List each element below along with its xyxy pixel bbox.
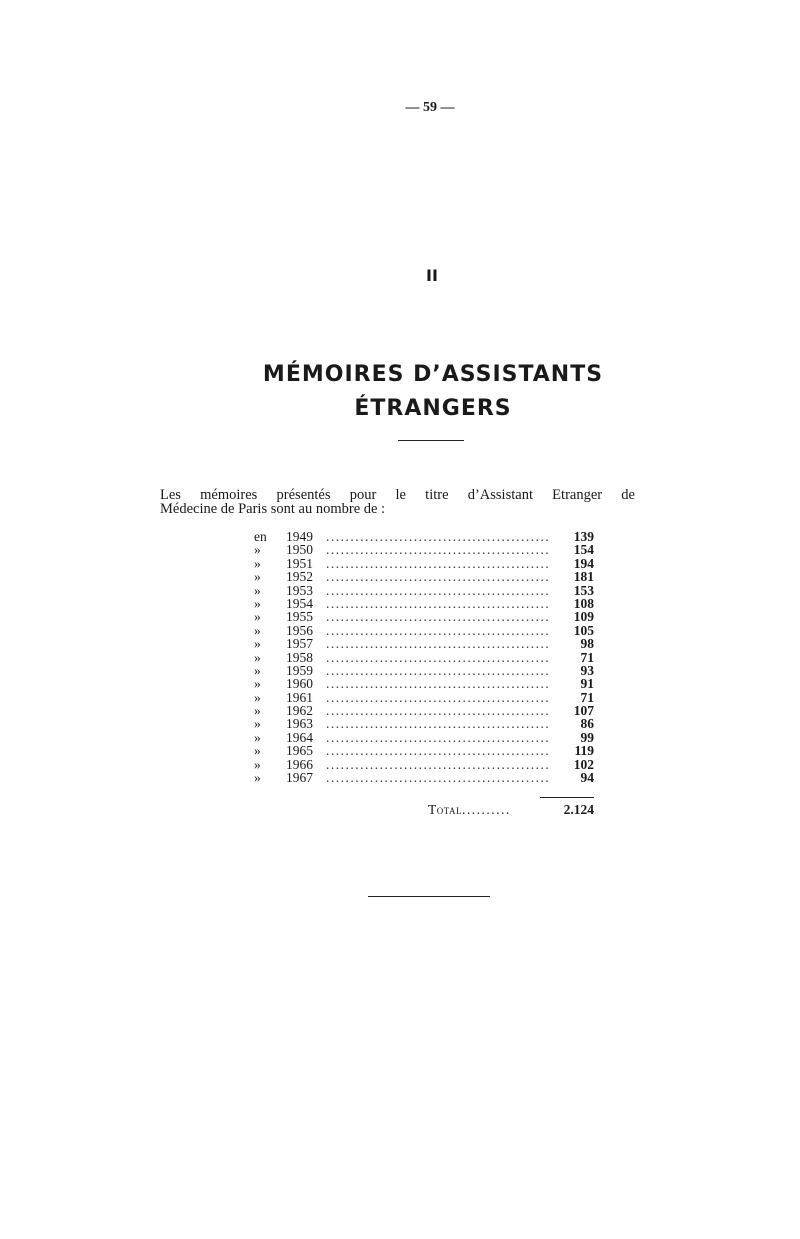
row-leader-dots: ..............................................	[326, 637, 551, 651]
row-leader-dots: ..............................................	[326, 663, 551, 678]
total-leader-dots: ..........	[462, 802, 511, 817]
table-row	[254, 691, 594, 704]
intro-paragraph	[160, 488, 635, 516]
table-row	[254, 664, 594, 677]
row-count: 181	[573, 569, 594, 585]
table-row	[254, 704, 594, 717]
total-divider	[540, 797, 594, 798]
table-row	[254, 717, 594, 730]
row-prefix: »	[254, 676, 261, 692]
row-year: 1957	[286, 636, 313, 652]
row-prefix: »	[254, 756, 261, 772]
table-row	[254, 530, 594, 543]
row-prefix: »	[254, 770, 261, 786]
row-year: 1951	[286, 555, 313, 571]
row-year: 1959	[286, 662, 313, 678]
intro-line-1: Les mémoires présentés pour le titre d’Assistant Etranger de	[160, 487, 635, 503]
table-row	[254, 570, 594, 583]
row-prefix: »	[254, 729, 261, 745]
section-title	[0, 358, 800, 426]
table-row	[254, 771, 594, 784]
row-count: 98	[580, 636, 594, 652]
table-row	[254, 597, 594, 610]
row-count: 119	[574, 743, 594, 759]
row-year: 1956	[286, 622, 313, 638]
row-leader-dots: ..............................................	[326, 623, 551, 638]
row-year: 1954	[286, 595, 313, 611]
row-leader-dots: ..............................................	[326, 543, 551, 557]
row-prefix: »	[254, 542, 261, 558]
row-year: 1955	[286, 609, 313, 625]
row-year: 1963	[286, 716, 313, 732]
row-year: 1965	[286, 743, 313, 759]
row-year: 1958	[286, 649, 313, 665]
row-leader-dots: ..............................................	[326, 677, 551, 691]
row-prefix: »	[254, 662, 261, 678]
table-row	[254, 731, 594, 744]
row-count: 107	[573, 703, 594, 719]
row-count: 194	[573, 555, 594, 571]
table-row	[254, 584, 594, 597]
row-count: 71	[580, 649, 594, 665]
row-prefix: »	[254, 703, 261, 719]
row-leader-dots: ..............................................	[326, 570, 551, 584]
row-count: 108	[573, 595, 594, 611]
row-leader-dots: ..............................................	[326, 610, 551, 624]
row-count: 99	[580, 729, 594, 745]
section-title-line-2: ÉTRANGERS	[354, 396, 512, 421]
table-row	[254, 557, 594, 570]
row-count: 154	[573, 542, 594, 558]
table-row	[254, 758, 594, 771]
row-prefix: »	[254, 555, 261, 571]
row-year: 1967	[286, 770, 313, 786]
table-row	[254, 744, 594, 757]
table-row	[254, 610, 594, 623]
row-year: 1960	[286, 676, 313, 692]
row-prefix: en	[254, 529, 267, 544]
row-prefix: »	[254, 595, 261, 611]
row-year: 1952	[286, 569, 313, 585]
row-year: 1962	[286, 703, 313, 719]
row-count: 94	[580, 770, 594, 786]
row-leader-dots: ..............................................	[326, 556, 551, 571]
bottom-divider	[368, 896, 490, 897]
row-prefix: »	[254, 649, 261, 665]
section-title-line-1: MÉMOIRES D’ASSISTANTS	[262, 362, 604, 387]
row-prefix: »	[254, 609, 261, 625]
row-year: 1961	[286, 689, 313, 705]
row-year: 1966	[286, 756, 313, 772]
row-year: 1953	[286, 582, 313, 598]
row-prefix: »	[254, 569, 261, 585]
year-count-table	[254, 530, 594, 784]
row-prefix: »	[254, 622, 261, 638]
row-count: 86	[580, 716, 594, 732]
intro-line-2: Médecine de Paris sont au nombre de :	[160, 501, 386, 517]
row-count: 102	[573, 756, 594, 772]
row-count: 91	[580, 676, 594, 692]
row-prefix: »	[254, 689, 261, 705]
row-prefix: »	[254, 716, 261, 732]
row-leader-dots: ..............................................	[326, 583, 551, 597]
row-leader-dots: ..............................................	[326, 717, 551, 731]
row-leader-dots: ..............................................	[326, 730, 551, 745]
table-row	[254, 651, 594, 664]
table-row	[254, 637, 594, 650]
row-count: 109	[573, 609, 594, 625]
row-leader-dots: ..............................................	[326, 704, 551, 718]
row-count: 93	[580, 662, 594, 678]
section-number: II	[426, 266, 438, 285]
row-leader-dots: ..............................................	[326, 757, 551, 772]
total-value: 2.124	[563, 802, 594, 817]
row-leader-dots: ..............................................	[326, 771, 551, 785]
total-row	[428, 802, 594, 818]
row-count: 105	[573, 622, 594, 638]
row-count: 139	[573, 529, 594, 544]
table-row	[254, 624, 594, 637]
row-year: 1949	[286, 529, 313, 544]
row-leader-dots: ..............................................	[326, 596, 551, 611]
page-number: — 59 —	[405, 100, 455, 115]
row-leader-dots: ..............................................	[326, 744, 551, 758]
row-prefix: »	[254, 636, 261, 652]
table-row	[254, 677, 594, 690]
title-divider	[398, 440, 464, 441]
row-leader-dots: ..............................................	[326, 650, 551, 664]
row-leader-dots: ..............................................	[326, 690, 551, 705]
row-leader-dots: ..............................................	[326, 530, 551, 544]
row-count: 153	[573, 582, 594, 598]
row-prefix: »	[254, 582, 261, 598]
row-year: 1950	[286, 542, 313, 558]
row-year: 1964	[286, 729, 313, 745]
row-count: 71	[580, 689, 594, 705]
table-row	[254, 543, 594, 556]
total-label: Total	[428, 802, 463, 817]
row-prefix: »	[254, 743, 261, 759]
